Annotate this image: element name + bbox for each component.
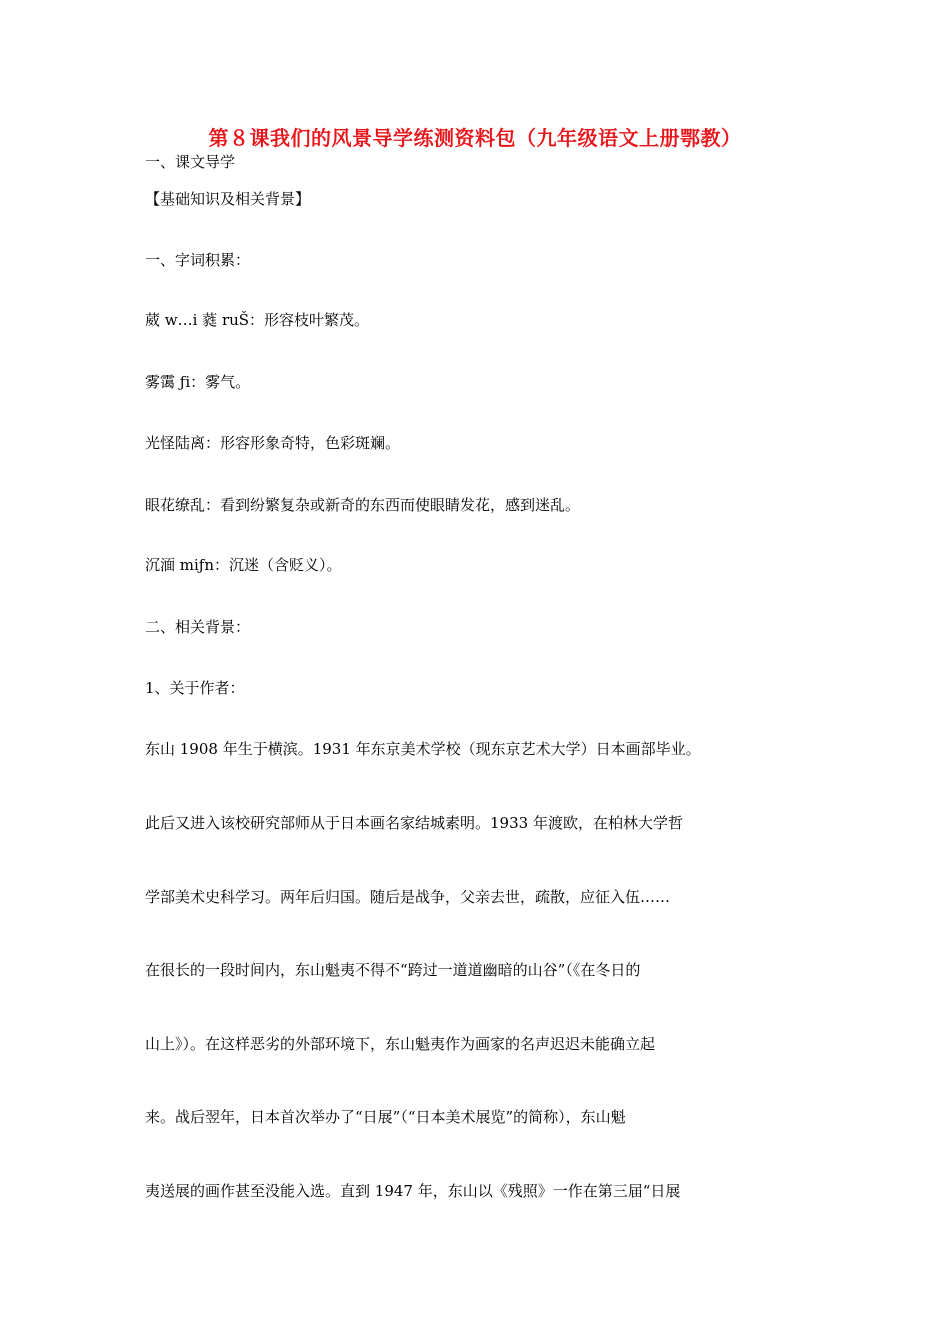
section-heading-lesson-guide: 一、课文导学 xyxy=(145,153,236,171)
section-heading-background: 二、相关背景： xyxy=(145,618,251,636)
subsection-heading-author: 1、关于作者： xyxy=(145,679,245,697)
document-title: 第８课我们的风景导学练测资料包（九年级语文上册鄂教） xyxy=(208,126,742,150)
vocab-item: 眼花缭乱：看到纷繁复杂或新奇的东西而使眼睛发花，感到迷乱。 xyxy=(145,496,581,514)
vocab-item: 雾霭 ƒi：雾气。 xyxy=(145,373,251,391)
vocab-item: 沉湎 miƒn：沉迷（含贬义）。 xyxy=(145,556,342,574)
vocab-item: 葳 w…i 蕤 ruŠ：形容枝叶繁茂。 xyxy=(145,311,370,329)
paragraph-line: 来。战后翌年，日本首次举办了“日展”（“日本美术展览”的简称），东山魁 xyxy=(145,1108,626,1126)
subsection-heading-basics: 【基础知识及相关背景】 xyxy=(145,190,311,208)
section-heading-vocabulary: 一、字词积累： xyxy=(145,251,251,269)
vocab-item: 光怪陆离：形容形象奇特，色彩斑斓。 xyxy=(145,434,401,452)
paragraph-line: 东山 1908 年生于横滨。1931 年东京美术学校（现东京艺术大学）日本画部毕业。 xyxy=(145,740,701,758)
paragraph-line: 夷送展的画作甚至没能入选。直到 1947 年，东山以《残照》一作在第三届“日展 xyxy=(145,1182,681,1200)
paragraph-line: 此后又进入该校研究部师从于日本画名家结城素明。1933 年渡欧，在柏林大学哲 xyxy=(145,814,683,832)
paragraph-line: 山上》）。在这样恶劣的外部环境下，东山魁夷作为画家的名声迟迟未能确立起 xyxy=(145,1035,656,1053)
paragraph-line: 学部美术史科学习。两年后归国。随后是战争，父亲去世，疏散，应征入伍…… xyxy=(145,888,671,906)
paragraph-line: 在很长的一段时间内，东山魁夷不得不“跨过一道道幽暗的山谷”（《在冬日的 xyxy=(145,961,641,979)
